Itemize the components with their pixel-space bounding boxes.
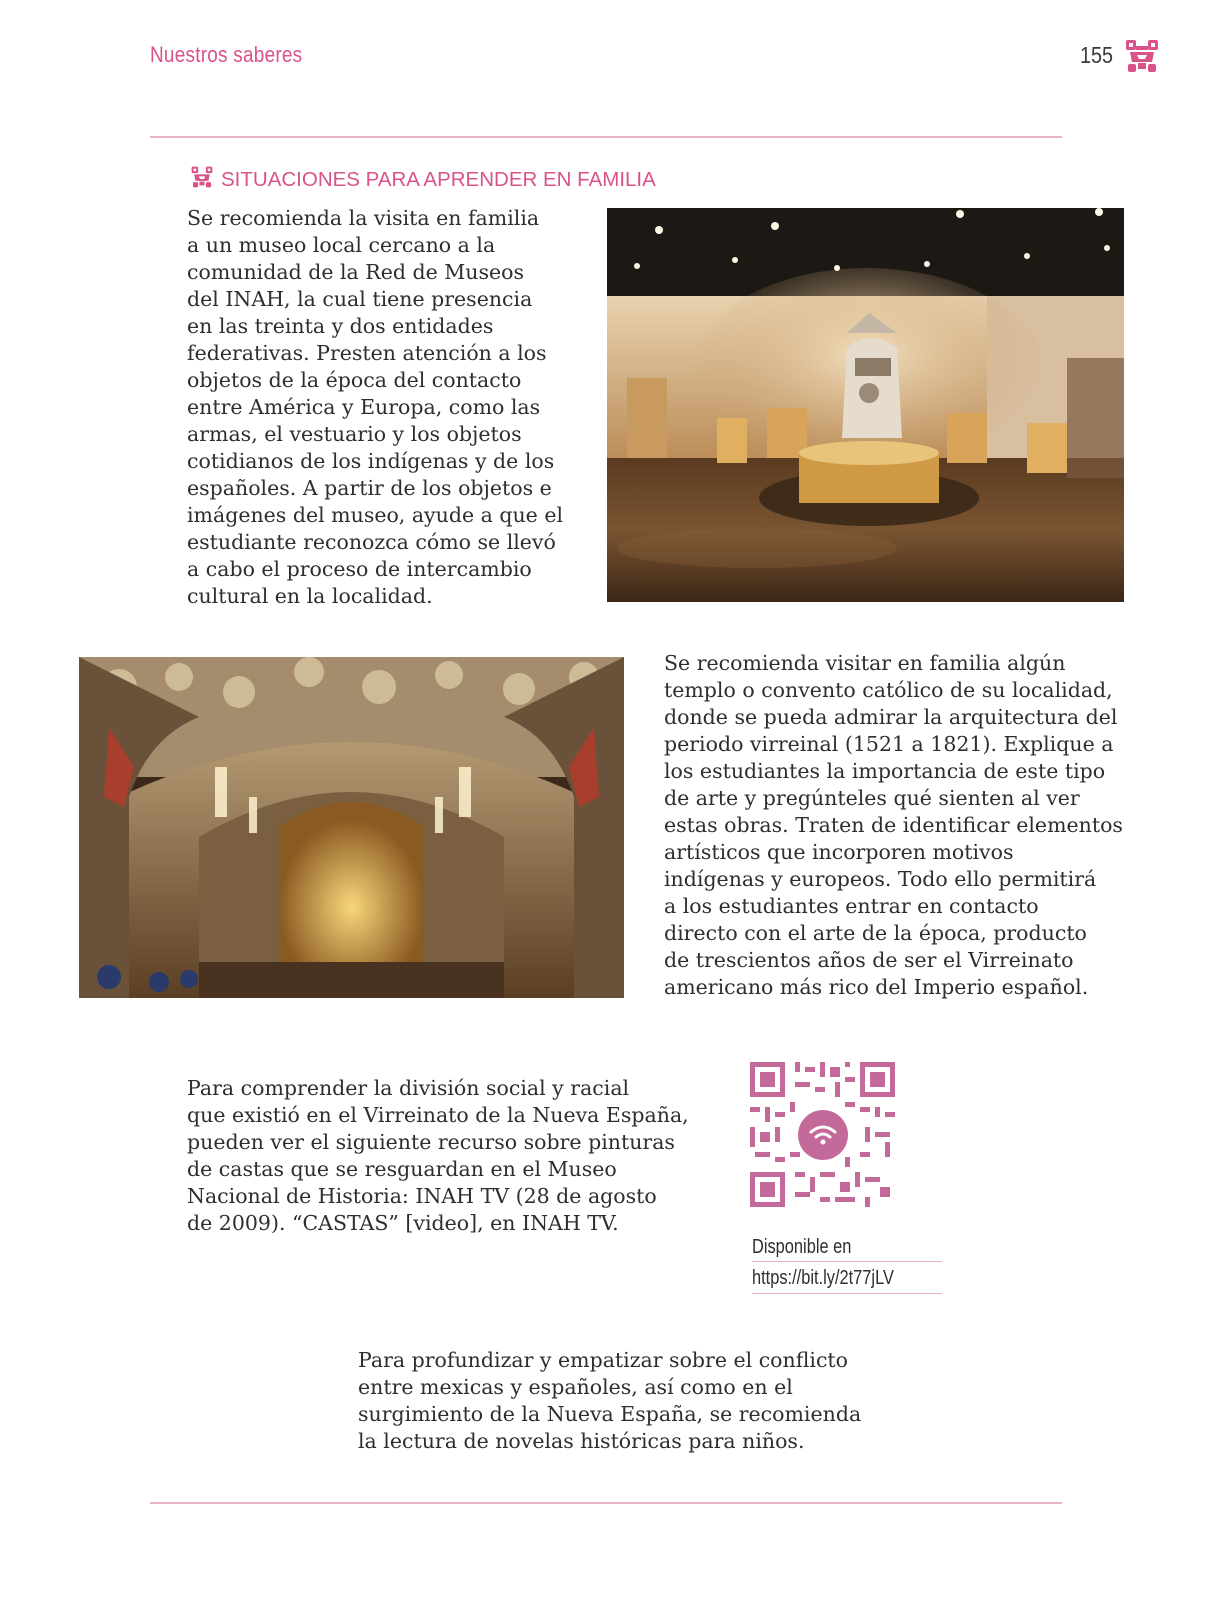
link-rule-top — [752, 1261, 942, 1262]
text-line: comunidad de la Red de Museos — [187, 260, 524, 284]
text-line: Para profundizar y empatizar sobre el conflicto — [358, 1348, 849, 1372]
paragraph-novels — [358, 1347, 898, 1455]
text-line: a cabo el proceso de intercambio — [187, 557, 532, 581]
section-title-text: SITUACIONES PARA APRENDER EN FAMILIA — [221, 168, 656, 191]
text-line: estudiante reconozca cómo se llevó — [187, 530, 556, 554]
text-line: Se recomienda visitar en familia algún — [664, 651, 1066, 675]
section-title — [190, 166, 656, 194]
running-header: Nuestros saberes — [150, 42, 303, 67]
wifi-icon — [798, 1110, 848, 1160]
qr-code[interactable] — [750, 1062, 895, 1207]
text-line: estas obras. Traten de identificar elementos — [664, 813, 1123, 837]
text-line: donde se pueda admirar la arquitectura del — [664, 705, 1118, 729]
text-line: cotidianos de los indígenas y de los — [187, 449, 555, 473]
text-line: la lectura de novelas históricas para niños. — [358, 1429, 805, 1453]
text-line: federativas. Presten atención a los — [187, 341, 547, 365]
text-line: objetos de la época del contacto — [187, 368, 522, 392]
text-line: de castas que se resguardan en el Museo — [187, 1157, 617, 1181]
paragraph-museum-visit — [187, 205, 587, 610]
text-line: españoles. A partir de los objetos e — [187, 476, 552, 500]
text-line: cultural en la localidad. — [187, 584, 433, 608]
available-label: Disponible en — [752, 1236, 852, 1258]
link-rule-bottom — [752, 1293, 942, 1294]
text-line: de trescientos años de ser el Virreinato — [664, 948, 1074, 972]
text-line: periodo virreinal (1521 a 1821). Explique a — [664, 732, 1114, 756]
museum-hall-photo — [607, 208, 1124, 602]
church-interior-photo — [79, 657, 624, 998]
text-line: en las treinta y dos entidades — [187, 314, 494, 338]
text-line: surgimiento de la Nueva España, se recomienda — [358, 1402, 862, 1426]
text-line: armas, el vestuario y los objetos — [187, 422, 522, 446]
top-rule — [150, 136, 1062, 138]
page-number: 155 — [1080, 42, 1114, 68]
text-line: los estudiantes la importancia de este tipo — [664, 759, 1106, 783]
text-line: a un museo local cercano a la — [187, 233, 496, 257]
text-line: templo o convento católico de su localidad, — [664, 678, 1113, 702]
header-ornament-icon — [1124, 38, 1160, 74]
text-line: Se recomienda la visita en familia — [187, 206, 540, 230]
text-line: pueden ver el siguiente recurso sobre pinturas — [187, 1130, 675, 1154]
text-line: americano más rico del Imperio español. — [664, 975, 1089, 999]
text-line: Para comprender la división social y racial — [187, 1076, 630, 1100]
paragraph-castas-resource — [187, 1075, 707, 1237]
text-line: que existió en el Virreinato de la Nueva España, — [187, 1103, 689, 1127]
resource-link[interactable]: https://bit.ly/2t77jLV — [752, 1267, 894, 1289]
text-line: entre mexicas y españoles, así como en el — [358, 1375, 793, 1399]
paragraph-temple-visit — [664, 650, 1134, 1001]
text-line: entre América y Europa, como las — [187, 395, 541, 419]
text-line: indígenas y europeos. Todo ello permitirá — [664, 867, 1097, 891]
bottom-rule — [150, 1502, 1062, 1504]
text-line: del INAH, la cual tiene presencia — [187, 287, 533, 311]
text-line: imágenes del museo, ayude a que el — [187, 503, 564, 527]
text-line: directo con el arte de la época, producto — [664, 921, 1087, 945]
text-line: artísticos que incorporen motivos — [664, 840, 1014, 864]
text-line: de 2009). “CASTAS” [video], en INAH TV. — [187, 1211, 619, 1235]
text-line: Nacional de Historia: INAH TV (28 de agosto — [187, 1184, 657, 1208]
title-ornament-icon — [190, 166, 214, 194]
text-line: de arte y pregúnteles qué sienten al ver — [664, 786, 1080, 810]
text-line: a los estudiantes entrar en contacto — [664, 894, 1039, 918]
